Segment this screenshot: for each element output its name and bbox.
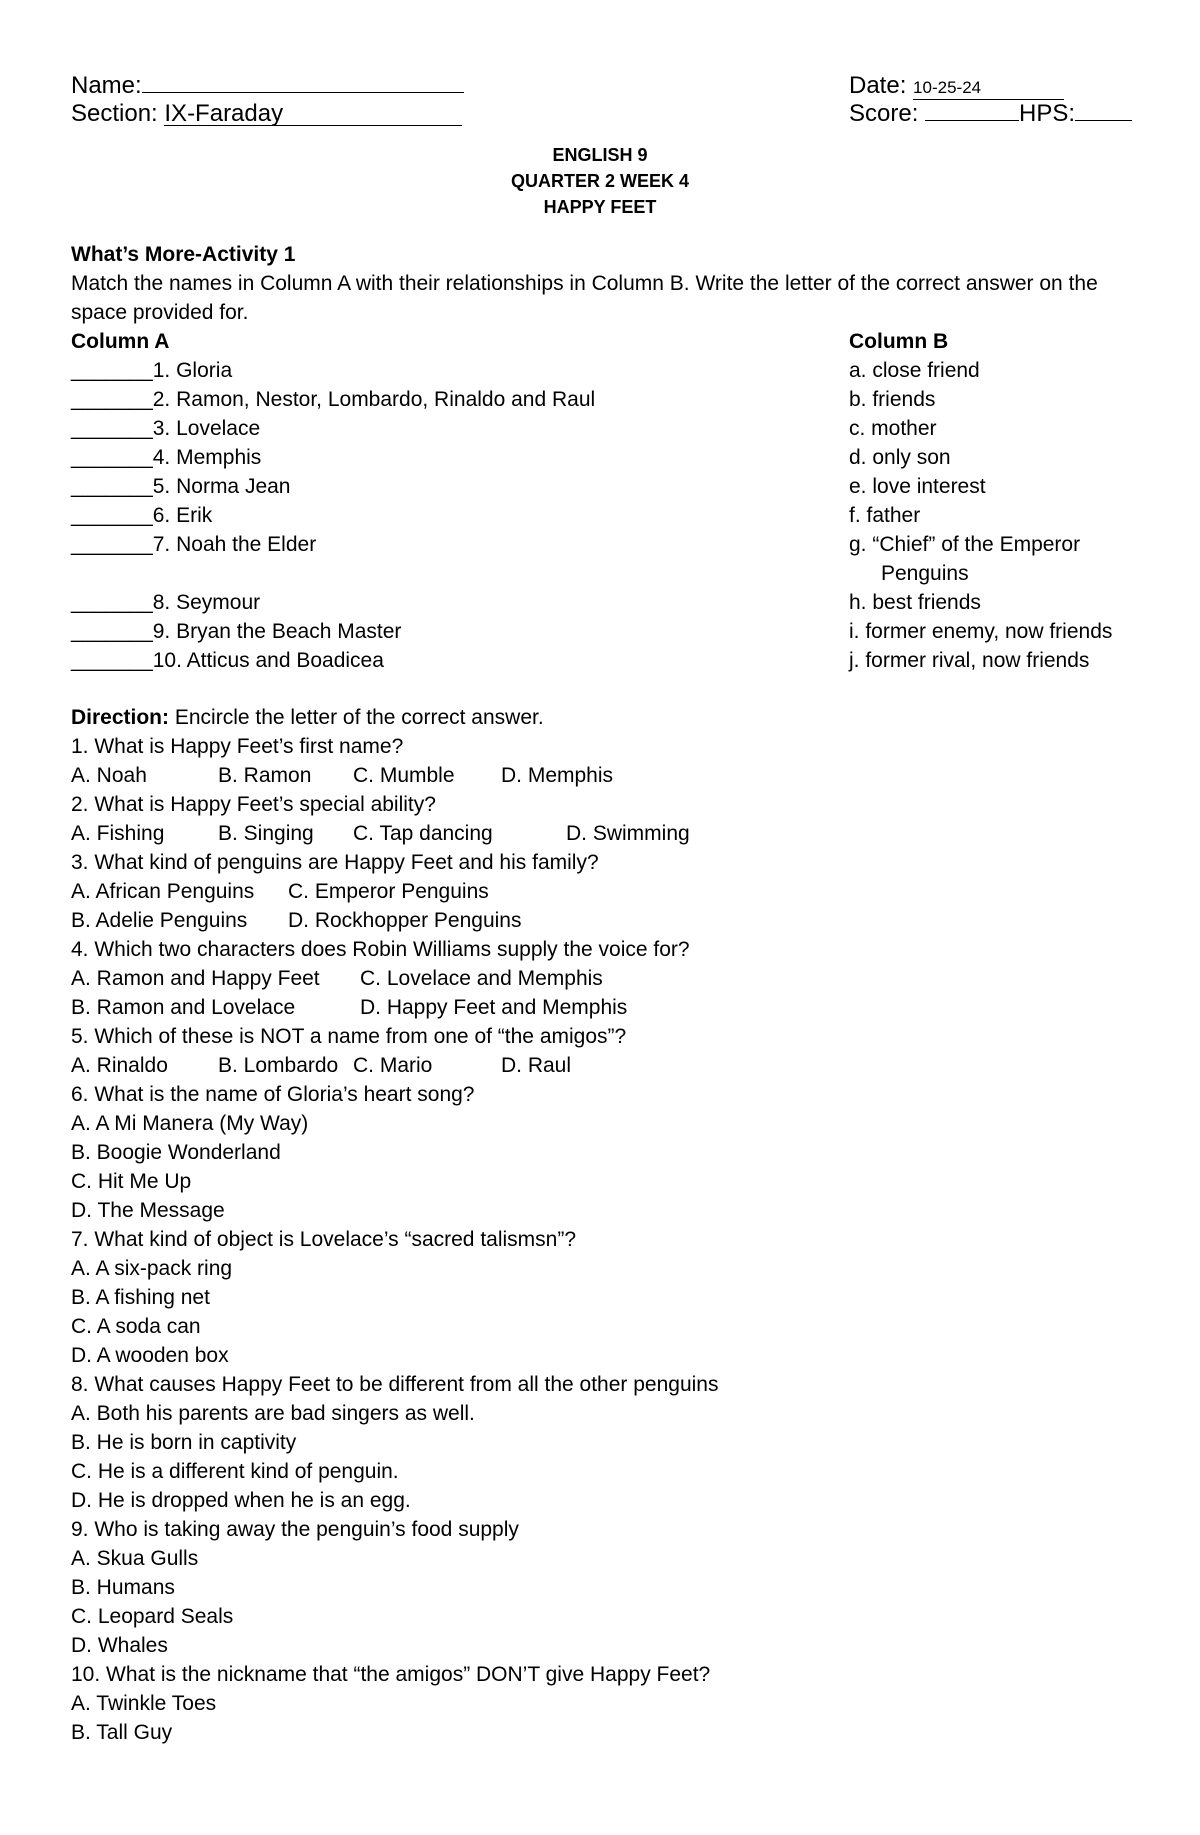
- match-row: [71, 443, 1141, 472]
- question: 6. What is the name of Gloria’s heart song?: [71, 1083, 475, 1106]
- score-label: Score:: [849, 100, 919, 127]
- column-a-item[interactable]: _______9. Bryan the Beach Master: [71, 620, 402, 643]
- match-row: [71, 588, 1141, 617]
- date-label: Date:: [849, 72, 907, 99]
- spacer: [71, 675, 1141, 703]
- options-row: [71, 993, 1141, 1022]
- activity-heading: What’s More-Activity 1: [71, 243, 296, 266]
- score-field[interactable]: [925, 120, 1019, 121]
- question: 8. What causes Happy Feet to be different from all the other penguins: [71, 1373, 719, 1396]
- column-header-row: [71, 327, 1141, 356]
- direction-label: Direction:: [71, 706, 170, 729]
- name-label: Name:: [71, 72, 142, 99]
- column-a-item[interactable]: _______5. Norma Jean: [71, 475, 291, 498]
- option[interactable]: B. Ramon: [218, 764, 312, 787]
- option[interactable]: D. The Message: [71, 1199, 225, 1222]
- question: 10. What is the nickname that “the amigos” DON’T give Happy Feet?: [71, 1663, 711, 1686]
- activity-instruction: Match the names in Column A with their relationships in Column B. Write the letter of the correct answer on the space provided for.: [71, 272, 1098, 324]
- option[interactable]: C. Hit Me Up: [71, 1170, 192, 1193]
- hps-field[interactable]: [1075, 120, 1132, 121]
- hps-label: HPS:: [1019, 100, 1076, 127]
- option[interactable]: A. Skua Gulls: [71, 1547, 199, 1570]
- match-row: [71, 472, 1141, 501]
- column-b-item: e. love interest: [849, 475, 986, 498]
- match-row: [71, 385, 1141, 414]
- option[interactable]: D. Swimming: [566, 822, 690, 845]
- option[interactable]: B. Singing: [218, 822, 314, 845]
- option[interactable]: A. Twinkle Toes: [71, 1692, 217, 1715]
- story-title: HAPPY FEET: [543, 197, 657, 217]
- option[interactable]: B. Lombardo: [218, 1054, 339, 1077]
- option[interactable]: C. He is a different kind of penguin.: [71, 1460, 399, 1483]
- name-field[interactable]: [142, 92, 464, 93]
- question: 9. Who is taking away the penguin’s food supply: [71, 1518, 519, 1541]
- column-b-item: h. best friends: [849, 591, 981, 614]
- match-row: [71, 617, 1141, 646]
- options-row: [71, 906, 1141, 935]
- question: 3. What kind of penguins are Happy Feet and his family?: [71, 851, 599, 874]
- option[interactable]: B. A fishing net: [71, 1286, 210, 1309]
- option[interactable]: A. Noah: [71, 764, 147, 787]
- question: 7. What kind of object is Lovelace’s “sacred talismsn”?: [71, 1228, 577, 1251]
- match-row: [71, 530, 1141, 559]
- column-a-label: Column A: [71, 330, 170, 353]
- match-row: [71, 356, 1141, 385]
- column-b-item: f. father: [849, 504, 921, 527]
- name-line: [71, 72, 464, 100]
- question: 5. Which of these is NOT a name from one of “the amigos”?: [71, 1025, 627, 1048]
- options-row: [71, 819, 1141, 848]
- subject-title: ENGLISH 9: [552, 145, 648, 165]
- column-b-item: d. only son: [849, 446, 951, 469]
- option[interactable]: C. Lovelace and Memphis: [360, 967, 603, 990]
- question: 2. What is Happy Feet’s special ability?: [71, 793, 436, 816]
- option[interactable]: A. A six-pack ring: [71, 1257, 233, 1280]
- date-line: [849, 72, 1064, 100]
- option[interactable]: C. Leopard Seals: [71, 1605, 234, 1628]
- option[interactable]: A. Fishing: [71, 822, 165, 845]
- column-a-item[interactable]: _______10. Atticus and Boadicea: [71, 649, 384, 672]
- column-b-item: a. close friend: [849, 359, 980, 382]
- option[interactable]: B. Tall Guy: [71, 1721, 173, 1744]
- column-a-item[interactable]: _______1. Gloria: [71, 359, 233, 382]
- section-label: Section:: [71, 100, 158, 127]
- direction-line: [71, 703, 1141, 732]
- options-row: [71, 1051, 1141, 1080]
- options-row: [71, 964, 1141, 993]
- section-field[interactable]: IX-Faraday: [164, 103, 462, 126]
- column-a-item[interactable]: _______3. Lovelace: [71, 417, 261, 440]
- option[interactable]: B. Humans: [71, 1576, 175, 1599]
- option[interactable]: A. African Penguins: [71, 880, 255, 903]
- column-b-item-continued: Penguins: [881, 562, 969, 585]
- option[interactable]: D. He is dropped when he is an egg.: [71, 1489, 411, 1512]
- column-a-item[interactable]: _______4. Memphis: [71, 446, 262, 469]
- quarter-title: QUARTER 2 WEEK 4: [510, 171, 690, 191]
- match-row-continuation: [71, 559, 1141, 588]
- option[interactable]: C. A soda can: [71, 1315, 201, 1338]
- column-b-item: g. “Chief” of the Emperor: [849, 533, 1081, 556]
- column-b-item: j. former rival, now friends: [849, 649, 1090, 672]
- question: 4. Which two characters does Robin Williams supply the voice for?: [71, 938, 690, 961]
- options-row: [71, 761, 1141, 790]
- column-b-item: c. mother: [849, 417, 937, 440]
- score-line: [849, 100, 1132, 128]
- section-line: [71, 100, 462, 128]
- column-b-item: i. former enemy, now friends: [849, 620, 1113, 643]
- option[interactable]: D. Raul: [501, 1054, 572, 1077]
- match-row: [71, 646, 1141, 675]
- options-row: [71, 877, 1141, 906]
- option[interactable]: C. Mumble: [353, 764, 455, 787]
- column-a-item[interactable]: _______6. Erik: [71, 504, 213, 527]
- match-row: [71, 414, 1141, 443]
- column-a-item[interactable]: _______2. Ramon, Nestor, Lombardo, Rinaldo and Raul: [71, 388, 596, 411]
- direction-text: Encircle the letter of the correct answer.: [169, 706, 544, 729]
- option[interactable]: A. Both his parents are bad singers as well.: [71, 1402, 475, 1425]
- worksheet-body: [71, 240, 1141, 1747]
- option[interactable]: C. Mario: [353, 1054, 433, 1077]
- date-field[interactable]: 10-25-24: [913, 77, 1064, 100]
- option[interactable]: D. Rockhopper Penguins: [288, 909, 522, 932]
- column-b-item: b. friends: [849, 388, 936, 411]
- column-a-item[interactable]: _______8. Seymour: [71, 591, 261, 614]
- option[interactable]: D. Memphis: [501, 764, 614, 787]
- option[interactable]: C. Emperor Penguins: [288, 880, 489, 903]
- option[interactable]: B. Ramon and Lovelace: [71, 996, 296, 1019]
- column-b-label: Column B: [849, 330, 949, 353]
- option[interactable]: B. He is born in captivity: [71, 1431, 297, 1454]
- option[interactable]: D. Whales: [71, 1634, 168, 1657]
- column-a-item[interactable]: _______7. Noah the Elder: [71, 533, 317, 556]
- option[interactable]: A. A Mi Manera (My Way): [71, 1112, 309, 1135]
- option[interactable]: A. Ramon and Happy Feet: [71, 967, 320, 990]
- option[interactable]: A. Rinaldo: [71, 1054, 168, 1077]
- option[interactable]: D. Happy Feet and Memphis: [360, 996, 628, 1019]
- option[interactable]: C. Tap dancing: [353, 822, 493, 845]
- option[interactable]: B. Boogie Wonderland: [71, 1141, 281, 1164]
- question: 1. What is Happy Feet’s first name?: [71, 735, 404, 758]
- match-row: [71, 501, 1141, 530]
- option[interactable]: D. A wooden box: [71, 1344, 229, 1367]
- option[interactable]: B. Adelie Penguins: [71, 909, 248, 932]
